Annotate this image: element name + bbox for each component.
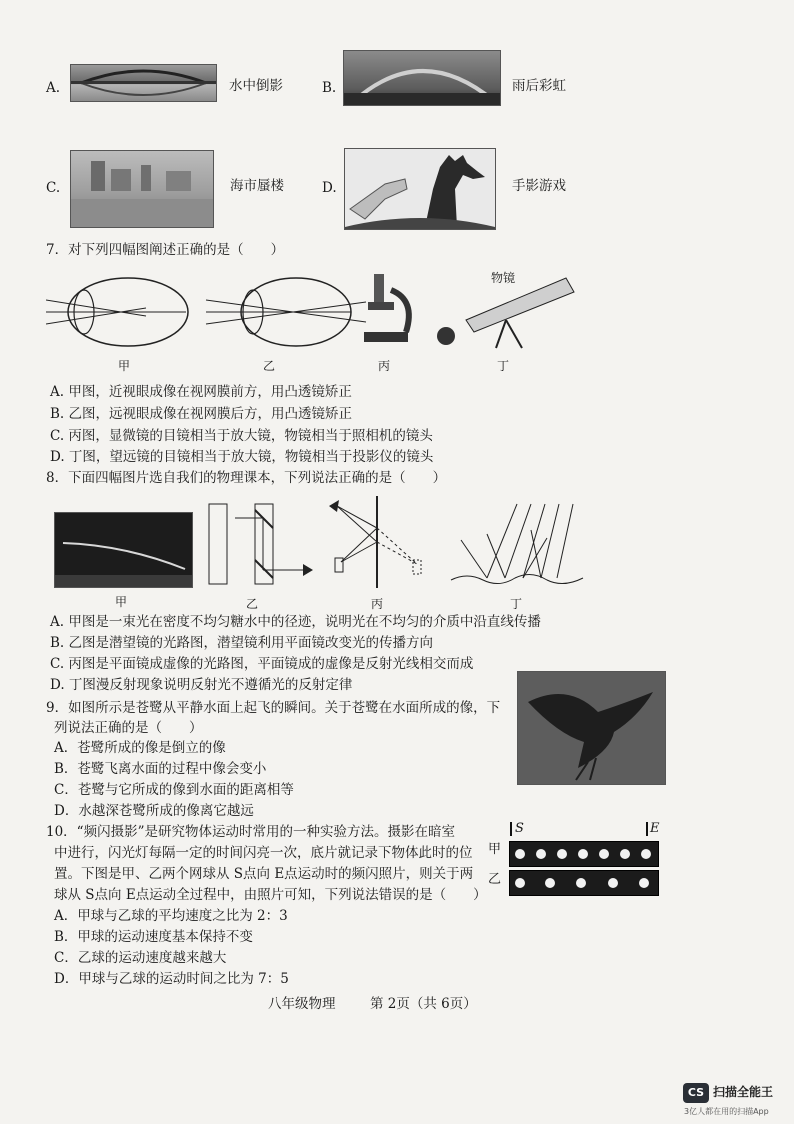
q7-fig-yi-label: 乙	[263, 359, 276, 373]
mirage-photo	[70, 150, 214, 228]
scanner-app-name: 扫描全能王	[713, 1085, 774, 1099]
start-point-label: S	[515, 821, 524, 836]
camscanner-logo-icon: CS	[683, 1083, 709, 1103]
start-marker-line	[510, 822, 512, 836]
yi-row-label: 乙	[488, 872, 502, 887]
yi-ball	[515, 878, 525, 888]
jia-ball	[599, 849, 609, 859]
periscope-diagram	[205, 498, 315, 590]
q10-option-d: D．甲球与乙球的运动时间之比为 7：5	[54, 971, 289, 987]
reflection-photo	[70, 64, 217, 102]
scanner-tagline: 3亿人都在用的扫描App	[684, 1107, 769, 1116]
q9-option-d: D．水越深苍鹭所成的像离它越远	[54, 803, 254, 819]
q8-fig-jia-label: 甲	[115, 595, 128, 609]
jia-ball	[515, 849, 525, 859]
jia-strobe-bar	[509, 841, 659, 867]
q7-option-c: C. 丙图，显微镜的目镜相当于放大镜，物镜相当于照相机的镜头	[50, 428, 433, 444]
myopic-eye-diagram	[46, 278, 188, 346]
q10-option-c: C．乙球的运动速度越来越大	[54, 950, 227, 966]
yi-ball	[639, 878, 649, 888]
q8-stem: 8．下面四幅图片选自我们的物理课本，下列说法正确的是（ ）	[46, 470, 447, 486]
q7-stem: 7．对下列四幅图阐述正确的是（ ）	[46, 242, 285, 258]
diffuse-reflection-diagram	[447, 500, 587, 590]
q8-fig-ding-label: 丁	[510, 597, 523, 611]
jia-ball	[557, 849, 567, 859]
q7-option-d: D. 丁图，望远镜的目镜相当于放大镜，物镜相当于投影仪的镜头	[50, 449, 434, 465]
q9-option-a: A．苍鹭所成的像是倒立的像	[54, 740, 226, 756]
q9-option-c: C．苍鹭与它所成的像到水面的距离相等	[54, 782, 294, 798]
bridge-reflection-image	[71, 65, 216, 101]
q8-fig-yi-label: 乙	[246, 597, 259, 611]
q8-option-d: D. 丁图漫反射现象说明反射光不遵循光的反射定律	[50, 677, 353, 693]
jia-ball	[536, 849, 546, 859]
yi-ball	[576, 878, 586, 888]
plane-mirror-virtual-image-diagram	[325, 494, 435, 590]
sugar-water-photo	[54, 512, 193, 588]
hyperopic-eye-diagram	[206, 278, 366, 346]
q8-fig-bing-label: 丙	[371, 597, 384, 611]
jia-ball	[578, 849, 588, 859]
q9-stem-line2: 列说法正确的是（ ）	[54, 720, 203, 736]
mirage-image	[71, 151, 213, 227]
q6-option-a-caption: 水中倒影	[229, 78, 283, 94]
rainbow-photo	[343, 50, 501, 106]
giraffe-shadow-image	[345, 149, 495, 229]
q6-option-b-label: B.	[322, 80, 337, 96]
q10-option-a: A．甲球与乙球的平均速度之比为 2：3	[54, 908, 288, 924]
telescope-diagram	[437, 278, 574, 348]
yi-ball	[608, 878, 618, 888]
q10-stem-line3: 置。下图是甲、乙两个网球从 S点向 E点运动时的频闪照片，则关于两	[54, 866, 474, 882]
q6-option-a-label: A.	[46, 80, 61, 96]
q7-option-b: B. 乙图，远视眼成像在视网膜后方，用凸透镜矫正	[50, 406, 353, 422]
q6-option-c-caption: 海市蜃楼	[230, 178, 284, 194]
q10-stem-line4: 球从 S点向 E点运动全过程中，由照片可知，下列说法错误的是（ ）	[54, 887, 487, 903]
jia-row-label: 甲	[488, 842, 502, 857]
q10-stem-line1: 10．“频闪摄影”是研究物体运动时常用的一种实验方法。摄影在暗室	[46, 824, 455, 840]
q7-option-a: A. 甲图，近视眼成像在视网膜前方，用凸透镜矫正	[50, 384, 352, 400]
yi-ball	[545, 878, 555, 888]
footer-page-number: 第 2页（共 6页）	[370, 996, 477, 1012]
heron-image	[518, 672, 665, 784]
q8-option-b: B. 乙图是潜望镜的光路图，潜望镜利用平面镜改变光的传播方向	[50, 635, 434, 651]
q7-fig-bing-label: 丙	[378, 359, 391, 373]
hand-shadow-photo	[344, 148, 496, 230]
microscope-diagram	[364, 274, 409, 342]
q6-option-c-label: C.	[46, 180, 61, 196]
yi-strobe-bar	[509, 870, 659, 896]
q7-fig-ding-label: 丁	[497, 359, 510, 373]
q8-option-c: C. 丙图是平面镜成虚像的光路图，平面镜成的虚像是反射光线相交而成	[50, 656, 474, 672]
q9-option-b: B．苍鹭飞离水面的过程中像会变小	[54, 761, 267, 777]
q6-option-d-label: D.	[322, 180, 337, 196]
q10-stem-line2: 中进行，闪光灯每隔一定的时间闪亮一次，底片就记录下物体此时的位	[54, 845, 473, 861]
q8-option-a: A. 甲图是一束光在密度不均匀糖水中的径迹，说明光在不均匀的介质中沿直线传播	[50, 614, 541, 630]
heron-photo	[517, 671, 666, 785]
q10-option-b: B．甲球的运动速度基本保持不变	[54, 929, 253, 945]
q7-fig-jia-label: 甲	[118, 359, 131, 373]
rainbow-image	[344, 51, 500, 105]
footer-subject: 八年级物理	[268, 996, 336, 1012]
end-marker-line	[646, 822, 648, 836]
strobe-photo-figure	[509, 818, 669, 898]
curved-light-path-image	[55, 513, 192, 587]
q9-stem-line1: 9．如图所示是苍鹭从平静水面上起飞的瞬间。关于苍鹭在水面所成的像，下	[46, 700, 501, 716]
jia-ball	[641, 849, 651, 859]
q6-option-b-caption: 雨后彩虹	[512, 78, 566, 94]
jia-ball	[620, 849, 630, 859]
telescope-objective-label: 物镜	[491, 271, 516, 285]
end-point-label: E	[650, 821, 660, 836]
q6-option-d-caption: 手影游戏	[512, 178, 566, 194]
